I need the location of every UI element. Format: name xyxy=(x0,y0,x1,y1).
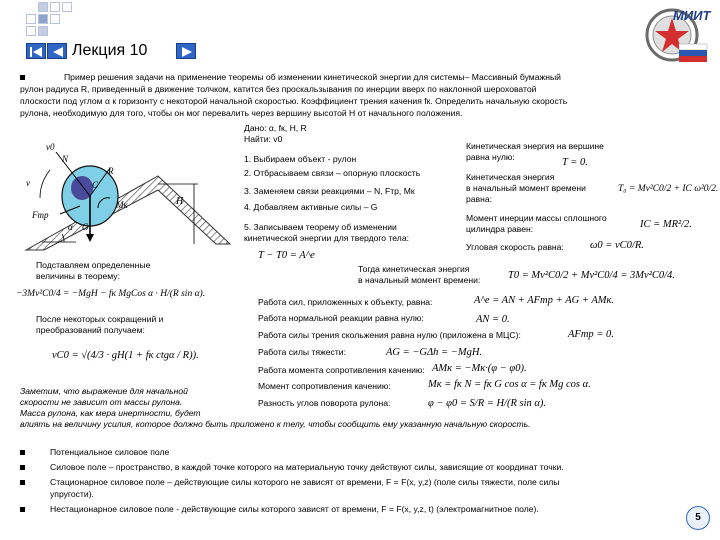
moment-line: Момент сопротивления качению: xyxy=(258,381,391,391)
problem-line-4: рулона, необходимую для того, чтобы он мог перевалить через вершину высотой H от начального положения. xyxy=(20,108,463,118)
page-number-badge xyxy=(686,506,710,530)
angvel-line: Угловая скорость равна: xyxy=(466,242,564,252)
formula-ag: AG = −GΔh = −MgH. xyxy=(386,347,483,358)
formula-an: AN = 0. xyxy=(476,314,510,325)
inertia-line-2: цилиндра равен: xyxy=(466,224,534,234)
problem-line-1: Пример решения задачи на применение теоремы об изменении кинетической энергии для системы– Массивный бумажный xyxy=(64,72,561,82)
then-line-2: в начальный момент времени: xyxy=(358,275,481,285)
after-line-2: преобразований получаем: xyxy=(36,325,145,335)
bullet-text-2: Силовое поле – пространство, в каждой точке которого на материальную точку действуют силы, зависящие от координат точки. xyxy=(50,462,564,472)
bullet-text-3: Стационарное силовое поле – действующие силы которого не зависят от времени, F = F(x, y,z) (поле силы тяжести, поле силы xyxy=(50,477,560,487)
label-v: v xyxy=(26,178,30,188)
formula-t0-full: T0 = Mv²C0/2 + Mv²C0/4 = 3Mv²C0/4. xyxy=(508,270,675,281)
then-line-1: Тогда кинетическая энергия xyxy=(358,264,470,274)
label-fr: Fтр xyxy=(32,210,49,220)
deco-square xyxy=(50,2,60,12)
ke-start-line-2: в начальный момент времени xyxy=(466,183,586,193)
bullet xyxy=(20,480,25,485)
step-1: 1. Выбираем объект - рулон xyxy=(244,154,357,164)
given-line: Дано: α, fк, H, R xyxy=(244,123,307,133)
work-gravity-line: Работа силы тяжести: xyxy=(258,347,346,357)
subst-line-2: величины в теорему: xyxy=(36,271,120,281)
note-line-1: Заметим, что выражение для начальной xyxy=(20,386,188,396)
subst-line-1: Подставляем определенные xyxy=(36,260,151,270)
deco-square xyxy=(26,26,36,36)
step-5b: кинетической энергии для твердого тела: xyxy=(244,233,409,243)
ke-start-line-1: Кинетическая энергия xyxy=(466,172,555,182)
find-line: Найти: v0 xyxy=(244,134,283,144)
label-g: G xyxy=(82,222,89,232)
formula-t-top: T = 0. xyxy=(562,157,588,168)
label-n: N xyxy=(62,154,69,164)
problem-line-2: рулон радиуса R, приведенный в движение толчком, катится без проскальзывания по инерции вверх по наклонной шероховатой xyxy=(20,84,537,94)
logo xyxy=(643,4,709,66)
formula-mk: Mк = fк N = fк G cos α = fк Mg cos α. xyxy=(428,379,591,390)
work-friction-line: Работа силы трения скольжения равна нулю (приложена в МЦС): xyxy=(258,330,521,340)
formula-result: vC0 = √(4/3 · gH(1 + fк ctgα / R)). xyxy=(52,350,199,361)
bullet xyxy=(20,450,25,455)
page-number: 5 xyxy=(695,512,701,523)
inertia-line-1: Момент инерции массы сплошного xyxy=(466,213,607,223)
page-title: Лекция 10 xyxy=(72,42,148,59)
formula-theorem: T − T0 = A^e xyxy=(258,250,315,261)
step-4: 4. Добавляем активные силы – G xyxy=(244,202,378,212)
ke-top-line-2: равна нулю: xyxy=(466,152,515,162)
bullet-text-3b: упругости). xyxy=(50,489,94,499)
note-line-3: Масса рулона, как мера инертности, будет xyxy=(20,408,201,418)
label-h: H xyxy=(176,196,184,207)
deco-square xyxy=(38,26,48,36)
step-3: 3. Заменяем связи реакциями – N, Fтр, Mк xyxy=(244,186,415,196)
first-icon xyxy=(27,44,47,60)
deco-square xyxy=(38,14,48,24)
formula-subst: −3Mv²C0/4 = −MgH − fк MgCos α · H/(R sin α). xyxy=(16,289,206,299)
bullet xyxy=(20,507,25,512)
incline-roll-diagram xyxy=(20,138,232,254)
label-a: α xyxy=(68,222,73,232)
deco-square xyxy=(50,14,60,24)
formula-phi: φ − φ0 = S/R = H/(R sin α). xyxy=(428,398,547,409)
formula-t0: T₀ = Mv²C0/2 + IC ω²0/2. xyxy=(618,184,719,194)
label-v0: v0 xyxy=(46,142,55,152)
deco-square xyxy=(38,2,48,12)
nav-prev-button[interactable] xyxy=(47,43,67,59)
formula-omega: ω0 = vC0/R. xyxy=(590,240,644,251)
prev-icon xyxy=(48,44,68,60)
next-icon xyxy=(177,44,197,60)
after-line-1: После некоторых сокращений и xyxy=(36,314,164,324)
step-2: 2. Отбрасываем связи – опорную плоскость xyxy=(244,168,421,178)
label-c: C xyxy=(92,180,99,190)
work-moment-line: Работа момента сопротивления качению: xyxy=(258,365,425,375)
step-5a: 5. Записываем теорему об изменении xyxy=(244,222,397,232)
problem-line-3: плоскости под углом α к горизонту с некоторой начальной скоростью. Коэффициент трения качения fк. Определить начальную скорость xyxy=(20,96,568,106)
deco-square xyxy=(26,14,36,24)
work-sum-line: Работа сил, приложенных к объекту, равна: xyxy=(258,297,433,307)
note-line-4: влиять на величину усилия, которое должно быть приложено к телу, чтобы сообщить ему указанную начальную скорость. xyxy=(20,419,531,429)
ke-start-line-3: равна: xyxy=(466,194,493,204)
nav-next-button[interactable] xyxy=(176,43,196,59)
bullet-text-1: Потенциальное силовое поле xyxy=(50,447,170,457)
note-line-2: скорости не зависит от массы рулона. xyxy=(20,397,183,407)
bullet xyxy=(20,465,25,470)
nav-first-button[interactable] xyxy=(26,43,46,59)
bullet xyxy=(20,75,25,80)
bullet-text-4: Нестационарное силовое поле - действующие силы которого зависят от времени, F = F(x, y,z, t) (электромагнитное поле). xyxy=(50,504,539,514)
formula-work-sum: A^e = AN + AFтр + AG + AMк. xyxy=(474,295,615,306)
label-mk: Mк xyxy=(116,200,128,210)
roll-figure xyxy=(20,138,232,254)
work-normal-line: Работа нормальной реакции равна нулю: xyxy=(258,313,424,323)
deco-square xyxy=(62,2,72,12)
ke-top-line-1: Кинетическая энергия на вершине xyxy=(466,141,604,151)
label-r: R xyxy=(108,166,114,176)
angle-line: Разность углов поворота рулона: xyxy=(258,398,391,408)
formula-amk: AMк = −Mк·(φ − φ0). xyxy=(432,363,527,374)
logo-text: МИИТ xyxy=(673,8,711,23)
formula-ic: IC = MR²/2. xyxy=(640,219,692,230)
formula-afr: AFтр = 0. xyxy=(568,329,614,340)
